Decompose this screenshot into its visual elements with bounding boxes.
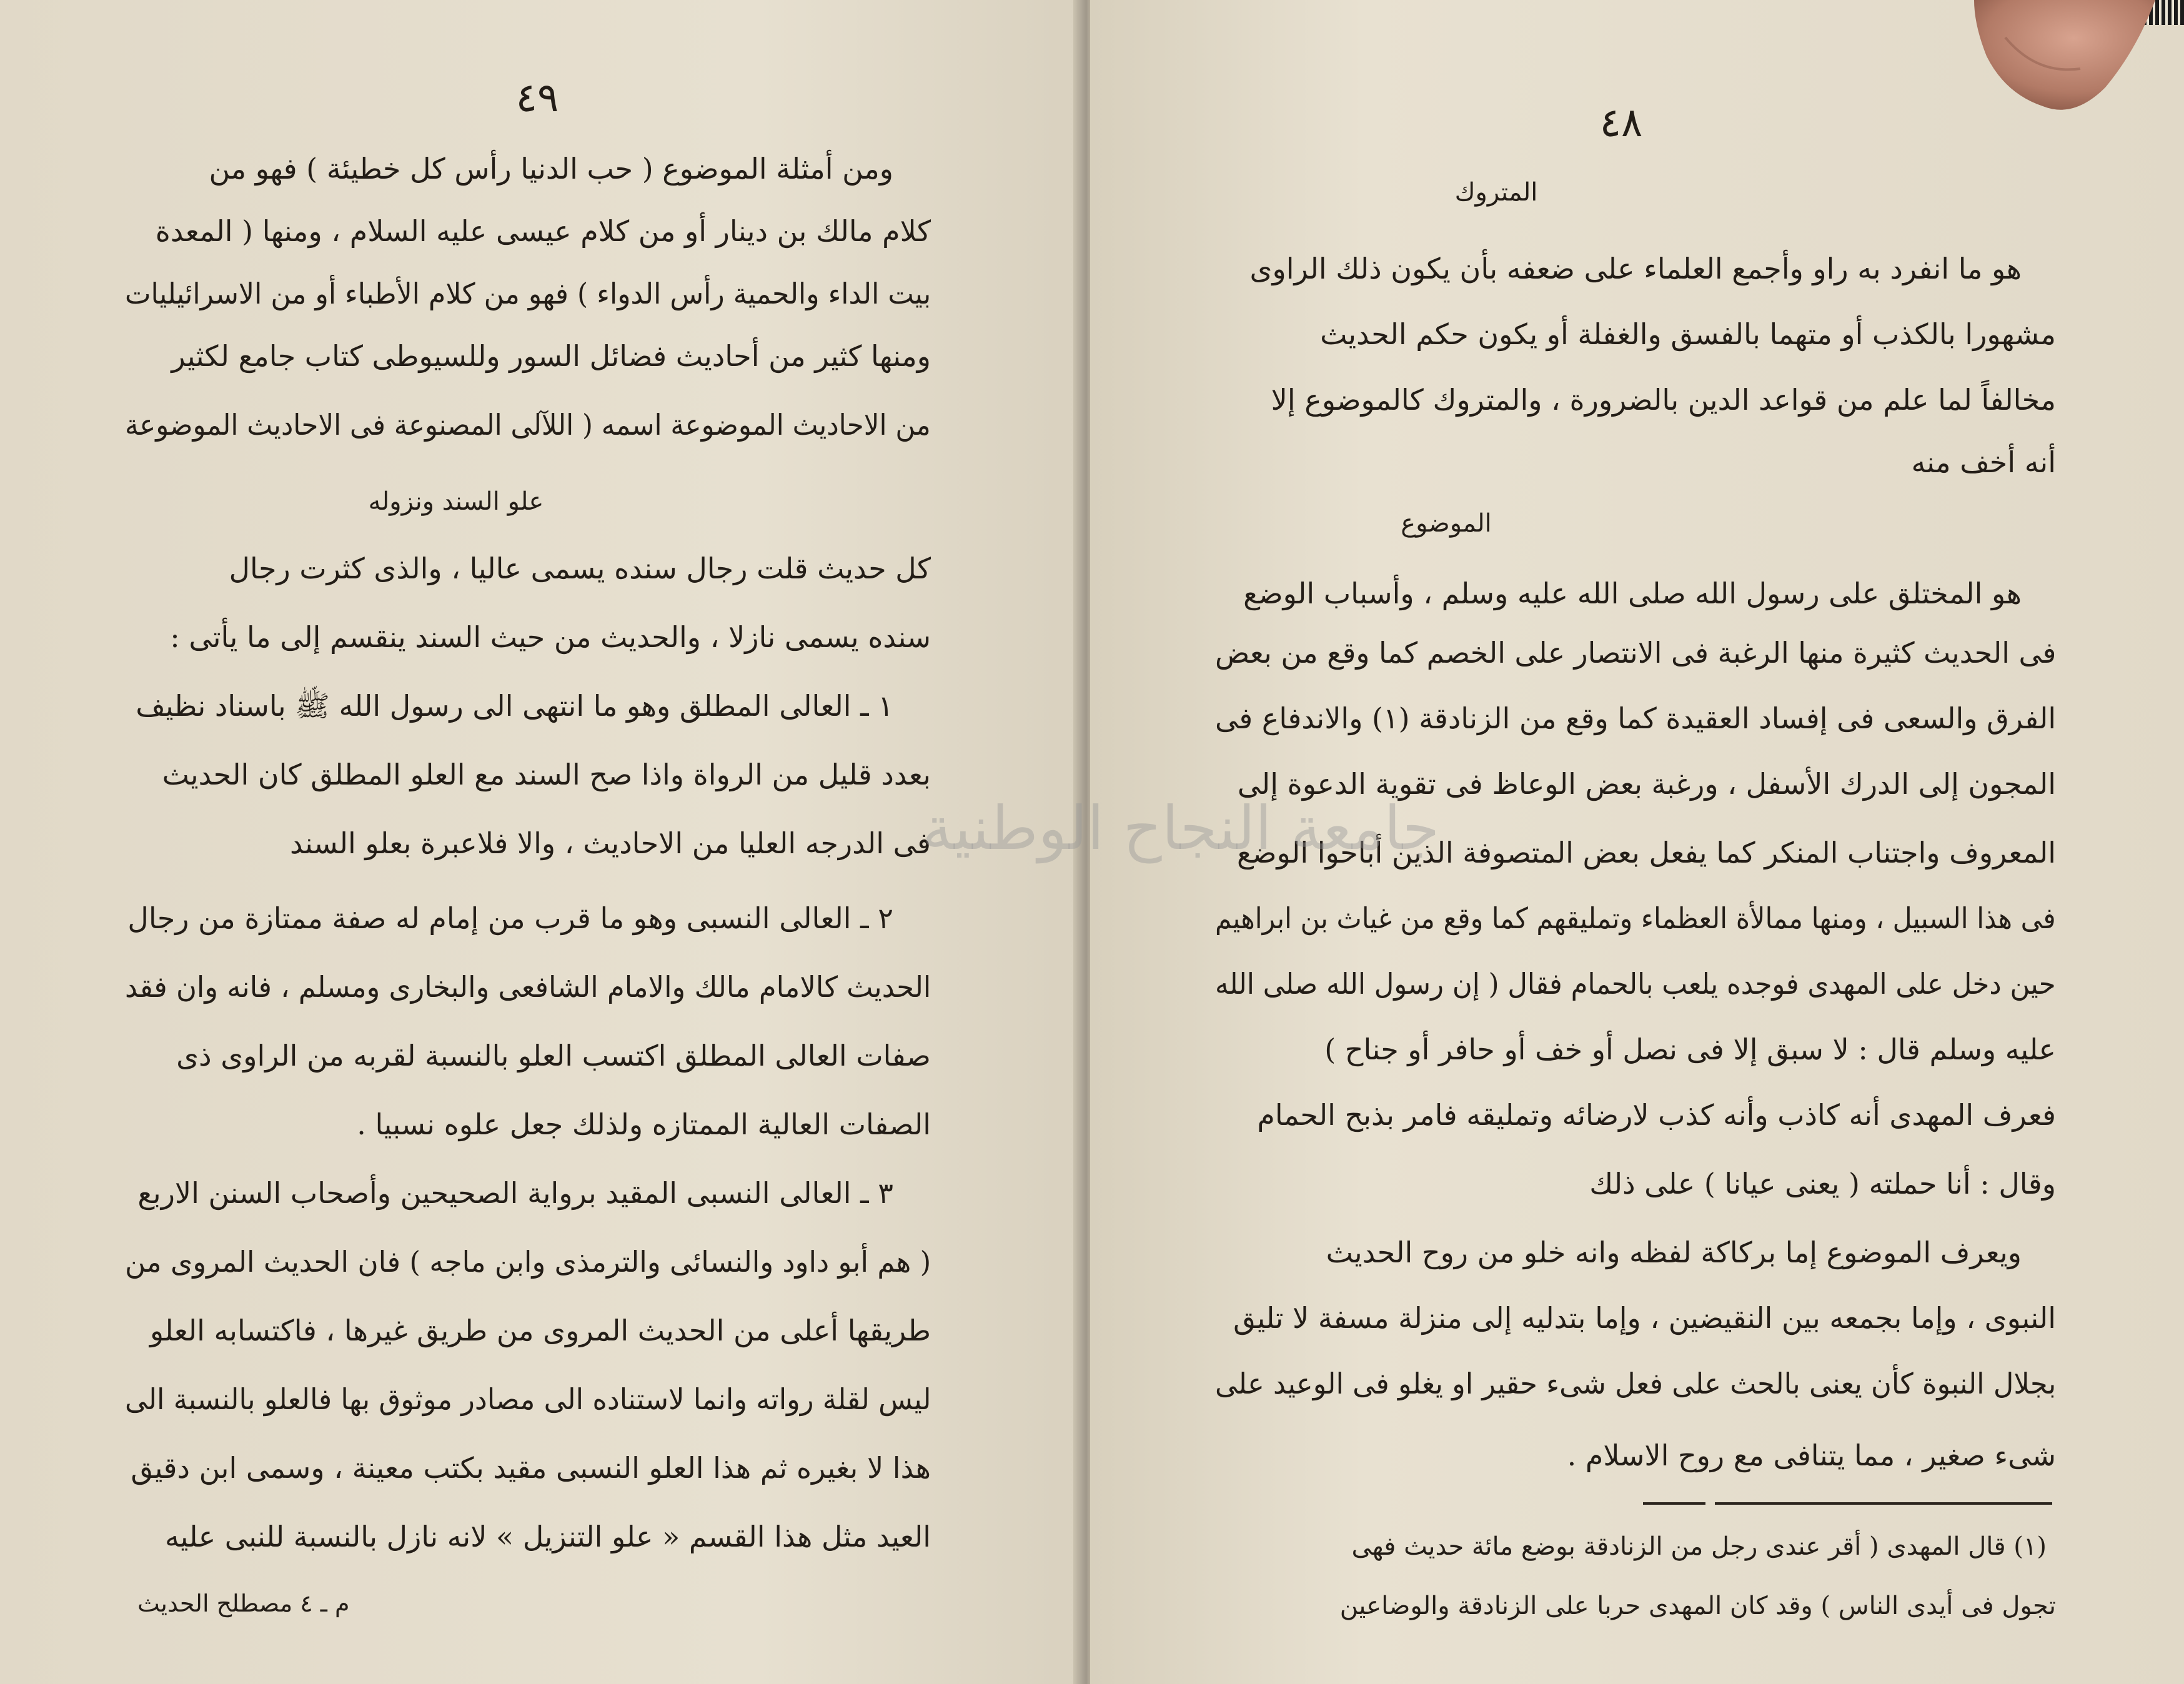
text-line: ومن أمثلة الموضوع ( حب الدنيا رأس كل خطيئة ) فهو من [209, 152, 893, 186]
text-line: من الاحاديث الموضوعة اسمه ( اللآلى المصنوعة فى الاحاديث الموضوعة [125, 408, 931, 442]
text-line: ويعرف الموضوع إما بركاكة لفظه وانه خلو من روح الحديث [1326, 1236, 2022, 1269]
text-line: الحديث كالامام مالك والامام الشافعى والبخارى ومسلم ، فانه وان فقد [124, 970, 931, 1004]
page-number: ٤٨ [1599, 100, 1643, 146]
text-line: طريقها أعلى من الحديث المروى من طريق غيرها ، فاكتسابه العلو [149, 1314, 931, 1347]
text-line: فعرف المهدى أنه كاذب وأنه كذب لارضائه وتمليقه فامر بذبح الحمام [1257, 1098, 2056, 1132]
text-line: سنده يسمى نازلا ، والحديث من حيث السند ينقسم إلى ما يأتى : [170, 620, 931, 654]
thumb-image [1949, 0, 2184, 119]
page-footer: م ـ ٤ مصطلح الحديث [137, 1590, 350, 1617]
text-line: هو ما انفرد به راو وأجمع العلماء على ضعفه بأن يكون ذلك الراوى [1249, 252, 2022, 285]
text-line: هذا لا بغيره ثم هذا العلو النسبى مقيد بكتب معينة ، وسمى ابن دقيق [131, 1451, 931, 1485]
section-heading: الموضوع [1401, 509, 1492, 538]
text-line: النبوى ، وإما بجمعه بين النقيضين ، وإما بتدليه إلى منزلة مسفة لا تليق [1233, 1301, 2056, 1335]
text-line: بعدد قليل من الرواة واذا صح السند مع العلو المطلق كان الحديث [162, 758, 931, 791]
text-line: ليس لقلة رواته وانما لاستناده الى مصادر موثوق بها فالعلو بالنسبة الى [124, 1382, 931, 1416]
footnote-line: (١) قال المهدى ( أقر عندى رجل من الزنادقة بوضع مائة حديث فهى [1351, 1532, 2047, 1561]
text-line: شىء صغير ، مما يتنافى مع روح الاسلام . [1567, 1439, 2056, 1472]
section-heading: علو السند ونزوله [368, 487, 544, 516]
text-line: وقال : أنا حملته ( يعنى عيانا ) على ذلك [1589, 1167, 2056, 1201]
text-line: ومنها كثير من أحاديث فضائل السور وللسيوطى كتاب جامع لكثير [171, 339, 931, 373]
text-line: بجلال النبوة كأن يعنى بالحث على فعل شىء حقير او يغلو فى الوعيد على [1214, 1367, 2056, 1400]
section-heading: المتروك [1454, 178, 1538, 207]
text-line: مشهورا بالكذب أو متهما بالفسق والغفلة أو يكون حكم الحديث [1320, 317, 2056, 351]
text-line: ٢ ـ العالى النسبى وهو ما قرب من إمام له صفة ممتازة من رجال [127, 901, 893, 935]
page-number: ٤٩ [515, 75, 559, 121]
text-line: صفات العالى المطلق اكتسب العلو بالنسبة لقربه من الراوى ذى [176, 1039, 931, 1072]
text-line: هو المختلق على رسول الله صلى الله عليه وسلم ، وأسباب الوضع [1243, 577, 2022, 610]
text-line: ١ ـ العالى المطلق وهو ما انتهى الى رسول الله ﷺ باسناد نظيف [136, 689, 893, 723]
text-line: كل حديث قلت رجال سنده يسمى عاليا ، والذى كثرت رجال [229, 552, 931, 585]
text-line: أنه أخف منه [1911, 445, 2056, 479]
text-line: العيد مثل هذا القسم « علو التنزيل » لانه نازل بالنسبة للنبى عليه [164, 1520, 931, 1553]
text-line: ٣ ـ العالى النسبى المقيد برواية الصحيحين وأصحاب السنن الاربع [137, 1176, 893, 1210]
text-line: مخالفاً لما علم من قواعد الدين بالضرورة ، والمتروك كالموضوع إلا [1271, 383, 2056, 417]
text-line: بيت الداء والحمية رأس الدواء ) فهو من كلام الأطباء أو من الاسرائيليات [124, 277, 931, 310]
text-line: عليه وسلم قال : لا سبق إلا فى نصل أو خف أو حافر أو جناح ) [1324, 1033, 2056, 1066]
footnote-line: تجول فى أيدى الناس ) وقد كان المهدى حربا على الزنادقة والوضاعين [1339, 1592, 2056, 1620]
text-line: كلام مالك بن دينار أو من كلام عيسى عليه السلام ، ومنها ( المعدة [155, 214, 931, 248]
text-line: حين دخل على المهدى فوجده يلعب بالحمام فقال ( إن رسول الله صلى الله [1215, 967, 2056, 1001]
footnote-rule [1643, 1502, 1705, 1505]
text-line: المعروف واجتناب المنكر كما يفعل بعض المتصوفة الذين أباحوا الوضع [1237, 836, 2056, 869]
text-line: الصفات العالية الممتازه ولذلك جعل علوه نسبيا . [357, 1107, 931, 1141]
text-line: فى الدرجه العليا من الاحاديث ، والا فلاعبرة بعلو السند [289, 826, 931, 860]
footnote-rule [1715, 1502, 2052, 1505]
text-line: فى هذا السبيل ، ومنها ممالأة العظماء وتمليقهم كما وقع من غياث بن ابراهيم [1215, 901, 2056, 935]
text-line: ( هم أبو داود والنسائى والترمذى وابن ماجه ) فان الحديث المروى من [124, 1245, 931, 1279]
text-line: المجون إلى الدرك الأسفل ، ورغبة بعض الوعاظ فى تقوية الدعوة إلى [1237, 767, 2056, 801]
watermark: جامعة النجاح الوطنية [921, 793, 1440, 863]
text-line: فى الحديث كثيرة منها الرغبة فى الانتصار على الخصم كما وقع من بعض [1214, 636, 2056, 670]
text-line: الفرق والسعى فى إفساد العقيدة كما وقع من الزنادقة (١) والاندفاع فى [1214, 701, 2056, 735]
